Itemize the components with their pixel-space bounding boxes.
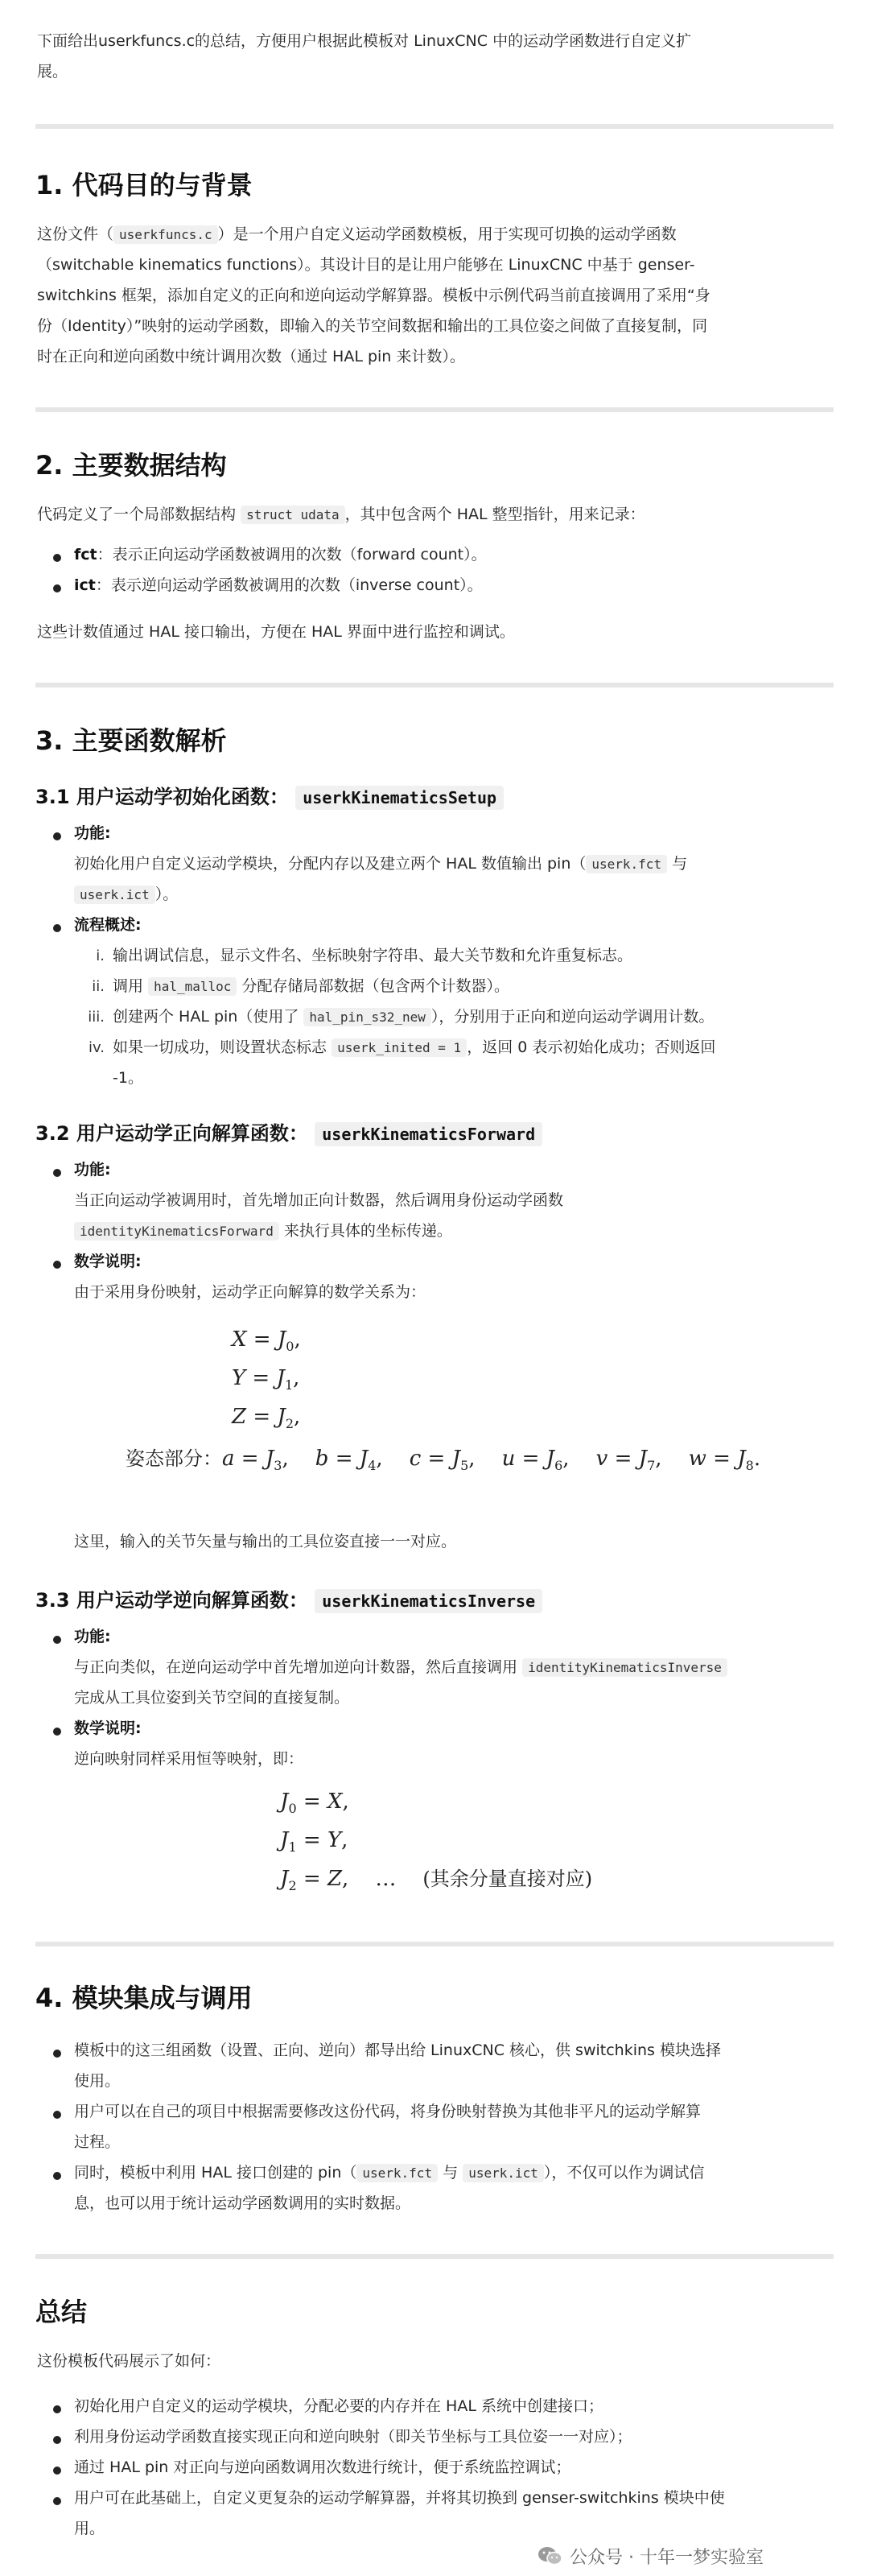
pin-code: userk.fct [356, 2164, 438, 2182]
equation-x: $X = J_0$, [232, 1327, 301, 1355]
list-item: ict：表示逆向运动学函数被调用的次数（inverse count）。 [74, 576, 483, 594]
bullet-icon [53, 2172, 61, 2180]
equation-j2: $J_2 = Z$, … (其余分量直接对应) [280, 1867, 593, 1894]
inverse-description-2: 完成从工具位姿到关节空间的直接复制。 [74, 1689, 350, 1707]
forward-note: 这里，输入的关节矢量与输出的工具位姿直接一一对应。 [74, 1533, 457, 1550]
step-text: 如果一切成功，则设置状态标志 userk_inited = 1 ，返回 0 表示初始化成功；否则返回 [113, 1038, 716, 1056]
section-3-1-heading: 3.1 用户运动学初始化函数： userkKinematicsSetup [35, 781, 504, 814]
divider [35, 407, 834, 412]
pin-code: userk.fct [586, 855, 667, 873]
divider [35, 683, 834, 687]
section-2-heading: 2. 主要数据结构 [35, 450, 227, 481]
equation-y: $Y = J_1$, [232, 1366, 300, 1393]
identity-forward-code: identityKinematicsForward [74, 1222, 279, 1241]
section-4-item-2-cont: 过程。 [74, 2133, 121, 2151]
label-function: 功能: [74, 1628, 111, 1645]
inverse-math-intro: 逆向映射同样采用恒等映射，即： [74, 1750, 304, 1768]
bullet-icon [53, 2405, 61, 2413]
wechat-icon [537, 2545, 563, 2566]
summary-intro: 这份模板代码展示了如何： [37, 2352, 221, 2370]
list-item: fct：表示正向运动学函数被调用的次数（forward count）。 [74, 546, 487, 564]
label-flow: 流程概述: [74, 916, 142, 934]
label-math: 数学说明: [74, 1719, 142, 1737]
step-number: iv. [89, 1039, 105, 1056]
section-1-heading: 1. 代码目的与背景 [35, 170, 253, 200]
equation-j1: $J_1 = Y$, [280, 1828, 348, 1856]
section-3-heading: 3. 主要函数解析 [35, 725, 227, 756]
divider [35, 1942, 834, 1946]
summary-item: 用户可在此基础上，自定义更复杂的运动学解算器，并将其切换到 genser-switchkins 模块中使 [74, 2489, 725, 2507]
pin-code: userk.ict [74, 886, 155, 904]
bullet-icon [53, 924, 61, 932]
divider [35, 2254, 834, 2259]
equation-pose: 姿态部分：$a = J_3$, $b = J_4$, $c = J_5$, $u = J_6$, $v = J_7$, $w = J_8$. [126, 1447, 761, 1474]
bullet-icon [53, 1261, 61, 1269]
section-3-3-heading: 3.3 用户运动学逆向解算函数： userkKinematicsInverse [35, 1584, 542, 1617]
summary-item: 利用身份运动学函数直接实现正向和逆向映射（即关节坐标与工具位姿一一对应）； [74, 2428, 632, 2446]
bullet-icon [53, 2497, 61, 2505]
step-number: ii. [92, 978, 105, 995]
section-4-item-1: 模板中的这三组函数（设置、正向、逆向）都导出给 LinuxCNC 核心，供 switchkins 模块选择 [74, 2041, 721, 2059]
pin-code: userk.ict [463, 2164, 544, 2182]
summary-item: 通过 HAL pin 对正向与逆向函数调用次数进行统计，便于系统监控调试； [74, 2458, 571, 2476]
bullet-icon [53, 584, 61, 592]
setup-description-2: userk.ict ）。 [74, 881, 834, 909]
setup-description-1: 初始化用户自定义运动学模块，分配内存以及建立两个 HAL 数值输出 pin（ userk.fct 与 [74, 855, 688, 873]
identity-inverse-code: identityKinematicsInverse [522, 1658, 727, 1677]
forward-description-1: 当正向运动学被调用时，首先增加正向计数器，然后调用身份运动学函数 [74, 1191, 564, 1209]
section-4-item-3: 同时，模板中利用 HAL 接口创建的 pin（ userk.fct 与 userk.ict ），不仅可以作为调试信 [74, 2164, 705, 2182]
section-2-intro: 代码定义了一个局部数据结构 struct udata ，其中包含两个 HAL 整型指针，用来记录： [37, 506, 645, 523]
label-math: 数学说明: [74, 1253, 142, 1270]
section-1-line-3: switchkins 框架，添加自定义的正向和逆向运动学解算器。模板中示例代码当前直接调用了采用“身 [37, 287, 710, 304]
equation-z: $Z = J_2$, [232, 1405, 301, 1432]
watermark-text: 公众号 · 十年一梦实验室 [570, 2548, 764, 2568]
step-number: i. [96, 947, 105, 964]
struct-code: struct udata [241, 506, 345, 524]
bullet-icon [53, 2050, 61, 2058]
equation-j0: $J_0 = X$, [280, 1790, 349, 1817]
function-name-code: userkKinematicsForward [315, 1122, 542, 1146]
code-hal-malloc: hal_malloc [148, 977, 237, 996]
step-text-continued: -1。 [113, 1069, 143, 1087]
section-1-line-1: 这份文件（ userkfuncs.c ）是一个用户自定义运动学函数模板，用于实现可切换的运动学函数 [37, 225, 677, 243]
section-4-item-3-cont: 息，也可以用于统计运动学函数调用的实时数据。 [74, 2194, 411, 2212]
section-1-line-5: 时在正向和逆向函数中统计调用次数（通过 HAL pin 来计数）。 [37, 348, 465, 365]
section-2-note: 这些计数值通过 HAL 接口输出，方便在 HAL 界面中进行监控和调试。 [37, 623, 515, 641]
bullet-icon [53, 554, 61, 562]
file-code: userkfuncs.c [113, 225, 218, 244]
forward-description-2: identityKinematicsForward 来执行具体的坐标传递。 [74, 1217, 834, 1245]
step-text: 输出调试信息，显示文件名、坐标映射字符串、最大关节数和允许重复标志。 [113, 947, 633, 964]
intro-line-2: 展。 [37, 63, 68, 80]
bullet-icon [53, 2111, 61, 2119]
step-text: 创建两个 HAL pin（使用了 hal_pin_s32_new ），分别用于正向和逆向运动学调用计数。 [113, 1008, 715, 1026]
intro-line-1: 下面给出userkfuncs.c的总结，方便用户根据此模板对 LinuxCNC 中的运动学函数进行自定义扩 [37, 32, 692, 50]
step-number: iii. [88, 1009, 105, 1026]
inverse-description-1: 与正向类似，在逆向运动学中首先增加逆向计数器，然后直接调用 identityKinematicsInverse [74, 1653, 834, 1682]
forward-math-intro: 由于采用身份映射，运动学正向解算的数学关系为： [74, 1283, 426, 1301]
function-name-code: userkKinematicsInverse [315, 1589, 542, 1613]
bullet-icon [53, 1169, 61, 1177]
divider [35, 124, 834, 129]
bullet-icon [53, 2467, 61, 2475]
label-function: 功能: [74, 1161, 111, 1179]
function-name-code: userkKinematicsSetup [295, 786, 504, 810]
step-text: 调用 hal_malloc 分配存储局部数据（包含两个计数器）。 [113, 977, 509, 995]
bullet-icon [53, 1636, 61, 1644]
bullet-icon [53, 1728, 61, 1736]
section-4-heading: 4. 模块集成与调用 [35, 1983, 253, 2013]
code-inited: userk_inited = 1 [332, 1038, 467, 1057]
section-4-item-2: 用户可以在自己的项目中根据需要修改这份代码，将身份映射替换为其他非平凡的运动学解算 [74, 2103, 702, 2120]
bullet-icon [53, 2436, 61, 2444]
summary-item: 初始化用户自定义的运动学模块，分配必要的内存并在 HAL 系统中创建接口； [74, 2397, 603, 2415]
summary-heading: 总结 [35, 2297, 88, 2327]
section-4-item-1-cont: 使用。 [74, 2072, 121, 2090]
section-3-2-heading: 3.2 用户运动学正向解算函数： userkKinematicsForward [35, 1117, 542, 1150]
section-1-line-2: （switchable kinematics functions）。其设计目的是让用户能够在 LinuxCNC 中基于 genser- [37, 256, 695, 274]
bullet-icon [53, 832, 61, 840]
summary-item-cont: 用。 [74, 2520, 105, 2537]
code-hal-pin-new: hal_pin_s32_new [303, 1008, 431, 1026]
label-function: 功能: [74, 824, 111, 842]
section-1-line-4: 份（Identity）”映射的运动学函数，即输入的关节空间数据和输出的工具位姿之间做了直接复制，同 [37, 317, 708, 335]
